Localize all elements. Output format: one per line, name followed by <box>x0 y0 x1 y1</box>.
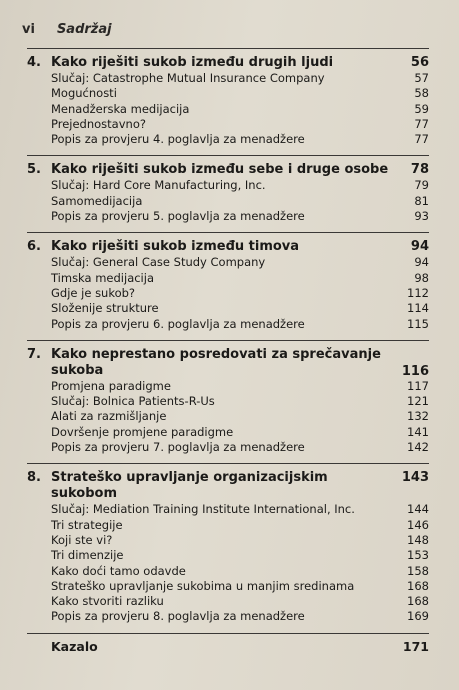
toc-entry <box>27 502 429 517</box>
entry-text: Popis za provjeru 8. poglavlja za menadžere <box>51 609 305 624</box>
toc-entry <box>27 394 429 409</box>
entry-page: 168 <box>407 594 429 609</box>
entry-page: 59 <box>414 101 429 116</box>
entry-text: Promjena paradigme <box>51 378 171 393</box>
entry-text: Slučaj: Mediation Training Institute International, Inc. <box>51 502 355 517</box>
chapter-4 <box>27 48 429 147</box>
toc-entry <box>27 102 429 117</box>
chapter-page: 116 <box>401 363 429 379</box>
toc-entry <box>27 379 429 394</box>
toc-entry <box>27 194 429 209</box>
chapter-title: Kako riješiti sukob između drugih ljudi <box>51 55 334 70</box>
chapter-8 <box>27 463 429 624</box>
entry-page: 144 <box>407 502 429 517</box>
entry-page: 112 <box>407 285 429 300</box>
toc-entry <box>27 117 429 132</box>
toc-entry <box>27 286 429 301</box>
chapter-page: 78 <box>410 162 429 178</box>
chapter-number: 5. <box>27 162 41 178</box>
chapter-title: Kako riješiti sukob između timova <box>51 239 300 255</box>
entry-text: Samomedijacija <box>51 193 143 208</box>
entry-text: Slučaj: General Case Study Company <box>51 255 266 270</box>
entry-text: Prejednostavno? <box>51 116 146 131</box>
toc-entry <box>27 301 429 316</box>
toc-entry <box>27 71 429 86</box>
entry-page: 132 <box>407 409 429 424</box>
toc-entry <box>27 317 429 332</box>
toc-entry <box>27 518 429 533</box>
entry-page: 79 <box>414 178 429 193</box>
entry-page: 158 <box>407 563 429 578</box>
chapter-number: 4. <box>27 55 41 70</box>
entry-text: Koji ste vi? <box>51 532 113 547</box>
entry-page: 153 <box>407 548 429 563</box>
entry-page: 77 <box>414 132 429 147</box>
entry-text: Popis za provjeru 5. poglavlja za menadžere <box>51 209 305 224</box>
chapter-6 <box>27 232 429 331</box>
toc-entry <box>27 86 429 101</box>
entry-text: Tri dimenzije <box>51 548 124 563</box>
chapter-heading <box>27 239 429 255</box>
entry-text: Kako stvoriti razliku <box>51 594 164 609</box>
entry-page: 117 <box>407 378 429 393</box>
entry-page: 93 <box>414 209 429 224</box>
toc-entry <box>27 255 429 270</box>
entry-text: Slučaj: Hard Core Manufacturing, Inc. <box>51 178 266 193</box>
toc-entry <box>27 609 429 624</box>
chapter-number: 8. <box>27 470 41 486</box>
entry-text: Slučaj: Catastrophe Mutual Insurance Company <box>51 71 325 85</box>
entry-page: 148 <box>407 532 429 547</box>
entry-page: 114 <box>407 301 429 316</box>
page-number: vi <box>22 22 35 37</box>
toc-entry <box>27 594 429 609</box>
chapter-5 <box>27 155 429 224</box>
toc-entry <box>27 132 429 147</box>
index-label: Kazalo <box>51 638 98 654</box>
index-page: 171 <box>402 638 429 654</box>
entry-page: 77 <box>414 116 429 131</box>
toc-entry <box>27 564 429 579</box>
chapter-page: 143 <box>401 470 429 486</box>
entry-text: Kako doći tamo odavde <box>51 563 186 578</box>
entry-page: 146 <box>407 517 429 532</box>
page-title: Sadržaj <box>56 22 112 37</box>
entry-text: Strateško upravljanje sukobima u manjim sredinama <box>51 578 355 593</box>
entry-page: 142 <box>407 440 429 455</box>
toc-entry <box>27 533 429 548</box>
toc-entry <box>27 178 429 193</box>
toc-entry <box>27 579 429 594</box>
entry-page: 121 <box>407 394 429 409</box>
chapter-number: 7. <box>27 346 41 362</box>
toc-entry <box>27 271 429 286</box>
entry-text: Menadžerska medijacija <box>51 101 190 116</box>
entry-text: Popis za provjeru 7. poglavlja za menadžere <box>51 440 305 455</box>
chapter-heading <box>27 470 429 502</box>
entry-page: 94 <box>414 255 429 270</box>
entry-text: Složenije strukture <box>51 301 159 316</box>
entry-text: Popis za provjeru 6. poglavlja za menadžere <box>51 316 305 331</box>
chapter-title: Strateško upravljanje organizacijskim sukobom <box>51 470 328 502</box>
entry-page: 141 <box>407 424 429 439</box>
entry-page: 115 <box>407 316 429 331</box>
entry-page: 168 <box>407 578 429 593</box>
chapter-title: Kako neprestano posredovati za sprečavanje sukoba <box>51 346 381 378</box>
entry-page: 98 <box>414 270 429 285</box>
entry-text: Mogućnosti <box>51 86 117 101</box>
table-of-contents <box>27 48 429 654</box>
entry-text: Timska medijacija <box>51 270 154 285</box>
toc-entry <box>27 209 429 224</box>
entry-page: 169 <box>407 609 429 624</box>
toc-entry <box>27 548 429 563</box>
entry-text: Dovršenje promjene paradigme <box>51 424 234 439</box>
entry-text: Alati za razmišljanje <box>51 409 167 424</box>
chapter-heading <box>27 162 429 178</box>
toc-entry <box>27 425 429 440</box>
chapter-number: 6. <box>27 239 41 255</box>
entry-text: Tri strategije <box>51 517 123 532</box>
toc-entry <box>27 409 429 424</box>
entry-text: Gdje je sukob? <box>51 285 136 300</box>
entry-text: Slučaj: Bolnica Patients-R-Us <box>51 394 215 409</box>
entry-text: Popis za provjeru 4. poglavlja za menadžere <box>51 132 305 147</box>
running-head <box>22 22 112 37</box>
chapter-page: 56 <box>410 55 429 70</box>
entry-page: 81 <box>414 193 429 208</box>
chapter-title: Kako riješiti sukob između sebe i druge osobe <box>51 162 389 178</box>
entry-page: 58 <box>414 86 429 101</box>
chapter-heading <box>27 347 429 379</box>
chapter-7 <box>27 340 429 455</box>
index-entry <box>27 633 429 654</box>
toc-entry <box>27 440 429 455</box>
chapter-page: 94 <box>410 239 429 255</box>
chapter-heading <box>27 55 429 71</box>
entry-page: 57 <box>414 71 429 85</box>
